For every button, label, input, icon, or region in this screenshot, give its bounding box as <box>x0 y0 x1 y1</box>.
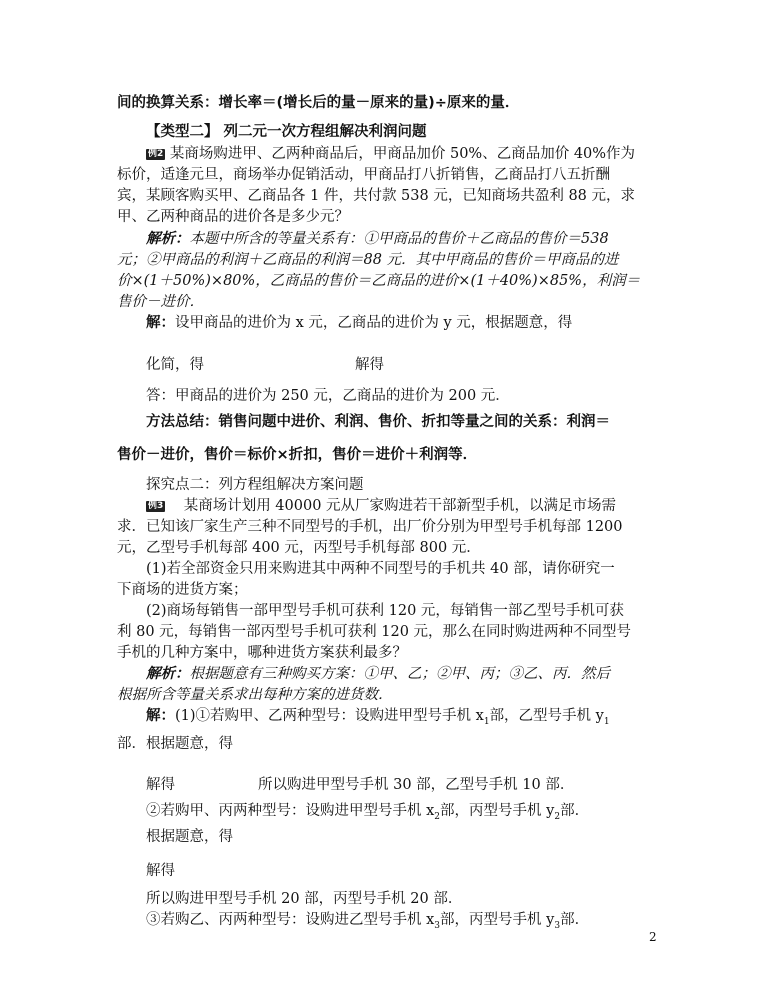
text-line: 价×(1＋50%)×80%，乙商品的售价＝乙商品的进价×(1＋40%)×85%，利润＝ <box>117 273 641 289</box>
text-line: 部．根据题意，得 <box>117 736 233 752</box>
answer-line: 答：甲商品的进价为 250 元，乙商品的进价为 200 元． <box>146 388 510 404</box>
text-line: 利 80 元，每销售一部丙型号手机可获利 120 元，那么在同时购进两种不同型号 <box>117 624 632 640</box>
text-line: 例3 某商场计划用 40000 元从厂家购进若干部新型手机，以满足市场需 <box>148 498 617 514</box>
analysis-line: 解析：根据题意有三种购买方案：①甲、乙；②甲、丙；③乙、丙．然后 <box>146 665 610 682</box>
method-summary: 方法总结：销售问题中进价、利润、售价、折扣等量之间的关系：利润＝ <box>146 414 610 430</box>
text-line: (2)商场每销售一部甲型号手机可获利 120 元，每销售一部乙型号手机可获 <box>146 603 624 619</box>
page-number: 2 <box>649 930 657 944</box>
text-line: 元；②甲商品的利润＋乙商品的利润＝88 元．其中甲商品的售价＝甲商品的进 <box>117 252 619 268</box>
text-line: 标价，适逢元旦，商场举办促销活动，甲商品打八折销售，乙商品打八五折酬 <box>117 167 610 183</box>
text-line: 售价－进价． <box>117 294 204 310</box>
text-line: 售价－进价，售价＝标价×折扣，售价＝进价＋利润等． <box>117 447 478 463</box>
text-line: 所以购进甲型号手机 30 部，乙型号手机 10 部． <box>258 777 575 793</box>
solution-line: 解：设甲商品的进价为 x 元，乙商品的进价为 y 元，根据题意，得 <box>146 314 573 331</box>
analysis-line: 解析：本题中所含的等量关系有：①甲商品的售价＋乙商品的售价＝538 <box>146 230 609 247</box>
example-badge: 例3 <box>148 501 164 511</box>
section-heading: 【类型二】 列二元一次方程组解决利润问题 <box>146 124 427 140</box>
text-line: 下商场的进货方案； <box>117 582 248 598</box>
solution-line: 解：(1)①若购甲、乙两种型号：设购进甲型号手机 $x_1$部，乙型号手机 $y_1$ <box>146 707 610 727</box>
text-line: ②若购甲、丙两种型号：设购进甲型号手机 $x_2$部，丙型号手机 $y_2$部． <box>146 803 590 822</box>
text-line: 解得 <box>146 777 175 793</box>
text-line: 化简，得 <box>146 357 204 373</box>
text-line: 解得 <box>146 863 175 879</box>
text-line: 手机的几种方案中，哪种进货方案获利最多？ <box>117 645 407 661</box>
text-line: 求．已知该厂家生产三种不同型号的手机，出厂价分别为甲型号手机每部 1200 <box>117 519 623 535</box>
text-line: 例2 某商场购进甲、乙两种商品后，甲商品加价 50%、乙商品加价 40%作为 <box>148 146 636 162</box>
text-line: 宾，某顾客购买甲、乙商品各 1 件，共付款 538 元，已知商场共盈利 88 元，求 <box>117 188 636 204</box>
text-line: ③若购乙、丙两种型号：设购进乙型号手机 $x_3$部，丙型号手机 $y_3$部． <box>146 912 590 931</box>
text-line: 根据题意，得 <box>146 829 233 845</box>
text-line: 甲、乙两种商品的进价各是多少元？ <box>117 209 349 225</box>
example-badge: 例2 <box>148 149 164 159</box>
section-heading: 探究点二：列方程组解决方案问题 <box>146 477 364 493</box>
text-line: 间的换算关系：增长率＝(增长后的量－原来的量)÷原来的量． <box>117 95 520 111</box>
text-line: 所以购进甲型号手机 20 部，丙型号手机 20 部． <box>146 891 463 907</box>
text-line: 元，乙型号手机每部 400 元，丙型号手机每部 800 元． <box>117 540 481 556</box>
text-line: 解得 <box>355 357 384 373</box>
text-line: 根据所含等量关系求出每种方案的进货数． <box>117 687 393 703</box>
text-line: (1)若全部资金只用来购进其中两种不同型号的手机共 40 部，请你研究一 <box>146 561 615 577</box>
